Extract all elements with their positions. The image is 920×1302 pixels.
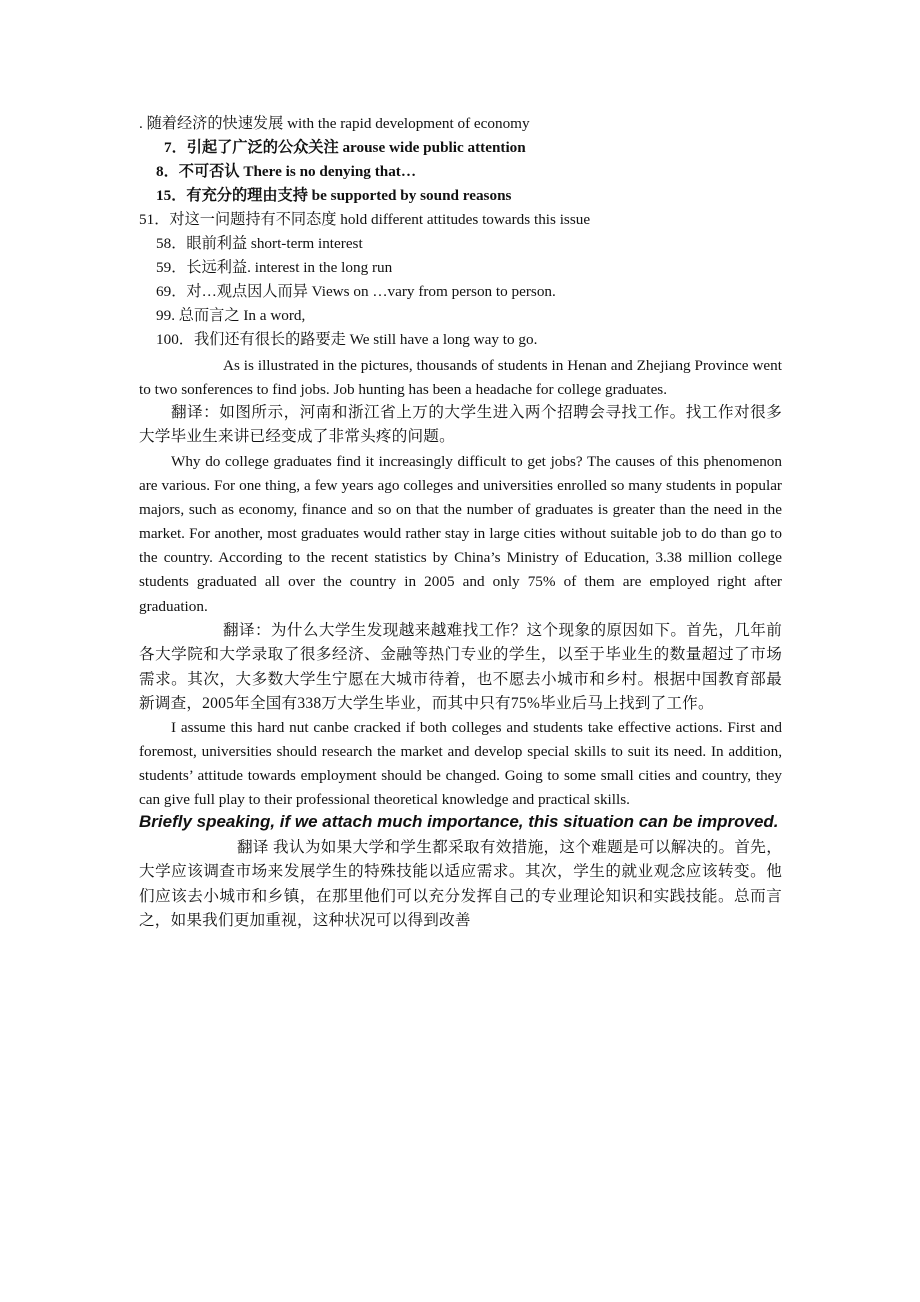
phrase-line: 51．对这一问题持有不同态度 hold different attitudes towards this issue <box>139 211 591 228</box>
translation-paragraph-3: 翻译 我认为如果大学和学生都采取有效措施，这个难题是可以解决的。首先，大学应该调查市场来发展学生的特殊技能以适应需求。其次，学生的就业观念应该转变。他们应该去小城市和乡镇，在那里他们可以充分发挥自己的专业理论知识和实践技能。总而言之，如果我们更加重视，这种状况可以得到改善 <box>139 839 782 929</box>
essay-paragraph-3: I assume this hard nut canbe cracked if both colleges and students take effective actions. First and foremost, universities should research the market and develop special skills to suit its need. In addition, students’ attitude towards employment should be changed. Going to some small cities and country, they can give full play to their professional theoretical knowledge and practical skills. <box>139 719 782 809</box>
phrase-line: . 随着经济的快速发展 with the rapid development of economy <box>139 115 530 132</box>
translation-paragraph-1: 翻译：如图所示，河南和浙江省上万的大学生进入两个招聘会寻找工作。找工作对很多大学毕业生来讲已经变成了非常头疼的问题。 <box>139 404 782 446</box>
phrase-line: 99. 总而言之 In a word, <box>156 307 306 324</box>
phrase-line: 15．有充分的理由支持 be supported by sound reasons <box>156 187 512 204</box>
phrase-line: 58．眼前利益 short-term interest <box>156 235 363 252</box>
phrase-line: 59．长远利益. interest in the long run <box>156 259 393 276</box>
essay-paragraph-2: Why do college graduates find it increasingly difficult to get jobs? The causes of this phenomenon are various. For one thing, a few years ago colleges and universities enrolled so many students in popular majors, such as economy, finance and so on that the number of graduates is greater than the need in the market. For another, most graduates would rather stay in large cities without suitable job to do than go to the country. According to the recent statistics by China’s Ministry of Education, 3.38 million college students graduated all over the country in 2005 and only 75% of them are employed right after graduation. <box>139 453 782 615</box>
emphasis-sentence: Briefly speaking, if we attach much importance, this situation can be improved. <box>139 812 779 831</box>
essay-paragraph-1: As is illustrated in the pictures, thousands of students in Henan and Zhejiang Province went to two sonferences to find jobs. Job hunting has been a headache for college graduates. <box>139 357 782 399</box>
phrase-line: 100．我们还有很长的路要走 We still have a long way to go. <box>156 331 538 348</box>
phrase-line: 69．对…观点因人而异 Views on …vary from person to person. <box>156 283 556 300</box>
translation-paragraph-2: 翻译：为什么大学生发现越来越难找工作？这个现象的原因如下。首先，几年前各大学院和大学录取了很多经济、金融等热门专业的学生，以至于毕业生的数量超过了市场需求。其次，大多数大学生宁愿在大城市待着，也不愿去小城市和乡村。根据中国教育部最新调查，2005年全国有338万大学生毕业，而其中只有75%毕业后马上找到了工作。 <box>139 622 782 712</box>
phrase-line: 7．引起了广泛的公众关注 arouse wide public attention <box>164 139 526 156</box>
phrase-line: 8．不可否认 There is no denying that… <box>156 163 417 180</box>
